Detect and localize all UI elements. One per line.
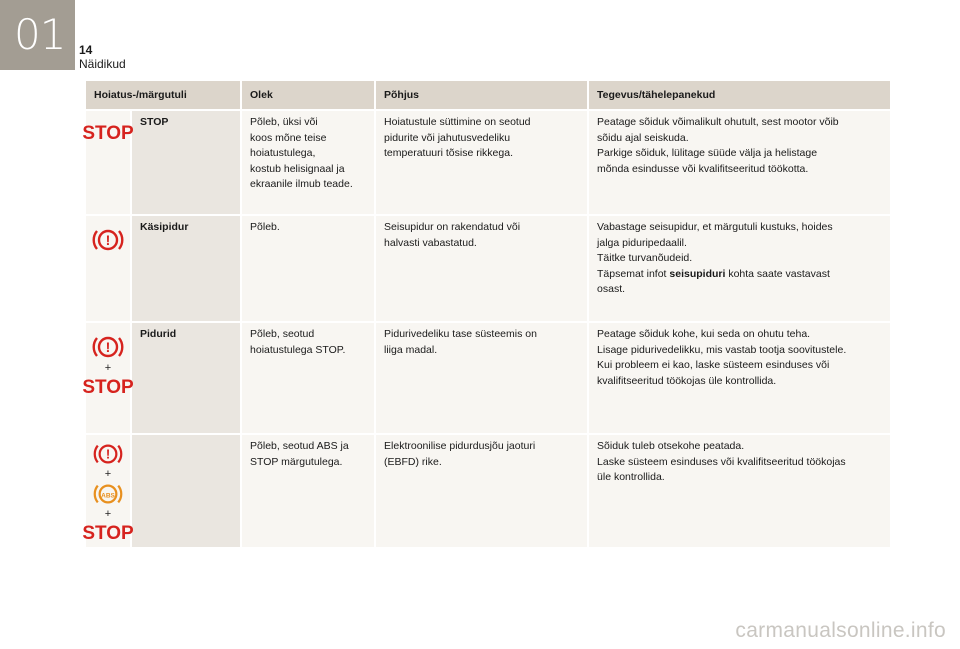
svg-text:STOP: STOP (82, 123, 134, 144)
cause-cell: Elektroonilise pidurdusjõu jaoturi (EBFD) rike. (375, 434, 588, 548)
icon-cell (82, 434, 134, 548)
page-number: 14 (79, 43, 93, 57)
column-header-action: Tegevus/tähelepanekud (588, 81, 891, 110)
cause-cell: Hoiatustule süttimine on seotud pidurite või jahutusvedeliku temperatuuri tõsise rikkega. (375, 110, 588, 215)
stop-warning-icon (82, 521, 134, 544)
stop-warning-icon (82, 375, 134, 398)
state-cell: Põleb, seotud hoiatustulega STOP. (241, 322, 375, 434)
svg-text:ABS: ABS (101, 492, 115, 500)
light-name: STOP (131, 110, 241, 215)
table-row (86, 434, 891, 548)
table-row (86, 215, 891, 322)
abs-warning-icon (91, 481, 125, 507)
action-cell: Peatage sõiduk kohe, kui seda on ohutu teha. Lisage pidurivedelikku, mis vastab tootja soovitustele. Kui probleem ei kao, laske süsteem esinduses või kvalifitseeritud töökojas üle kontrollida. (588, 322, 891, 434)
light-name: Käsipidur (131, 215, 241, 322)
warning-lights-table (82, 81, 892, 549)
light-name (131, 434, 241, 548)
chapter-tab (0, 0, 75, 70)
icon-cell (82, 322, 134, 434)
section-title: Näidikud (79, 57, 126, 71)
table-row (86, 110, 891, 215)
svg-text:STOP: STOP (82, 377, 134, 398)
svg-text:STOP: STOP (82, 523, 134, 544)
light-name: Pidurid (131, 322, 241, 434)
icon-cell (86, 215, 131, 322)
brake-warning-icon (91, 441, 125, 467)
svg-text:!: ! (105, 446, 111, 462)
icon-cell (82, 110, 134, 215)
state-cell: Põleb, üksi või koos mõne teise hoiatustulega, kostub helisignaal ja ekraanile ilmub teade. (241, 110, 375, 215)
action-cell: Sõiduk tuleb otsekohe peatada. Laske süsteem esinduses või kvalifitseeritud töökojas üle kontrollida. (588, 434, 891, 548)
plus-sign: + (104, 508, 112, 520)
watermark: carmanualsonline.info (735, 619, 946, 642)
chapter-number: 01 (14, 10, 66, 59)
state-cell: Põleb, seotud ABS ja STOP märgutulega. (241, 434, 375, 548)
column-header-cause: Põhjus (375, 81, 588, 110)
brake-warning-icon (91, 226, 125, 254)
plus-sign: + (104, 362, 112, 374)
table-row (86, 322, 891, 434)
action-cell: Peatage sõiduk võimalikult ohutult, sest mootor võib sõidu ajal seiskuda. Parkige sõiduk, lülitage süüde välja ja helistage mõnda esindusse või kvalifitseeritud töökotta. (588, 110, 891, 215)
state-cell: Põleb. (241, 215, 375, 322)
section-reference: seisupiduri (669, 267, 726, 280)
action-cell: Vabastage seisupidur, et märgutuli kustuks, hoides jalga piduripedaalil. Täitke turvanõudeid. Täpsemat infot seisupiduri kohta saate vastavast osast. (588, 215, 891, 322)
plus-sign: + (104, 468, 112, 480)
table-header-row (86, 81, 891, 110)
svg-text:!: ! (105, 339, 111, 355)
cause-cell: Pidurivedeliku tase süsteemis on liiga madal. (375, 322, 588, 434)
svg-text:!: ! (105, 232, 111, 248)
brake-warning-icon (91, 333, 125, 361)
column-header-state: Olek (241, 81, 375, 110)
column-header-light: Hoiatus-/märgutuli (86, 81, 241, 110)
stop-warning-icon (82, 121, 134, 144)
cause-cell: Seisupidur on rakendatud või halvasti vabastatud. (375, 215, 588, 322)
